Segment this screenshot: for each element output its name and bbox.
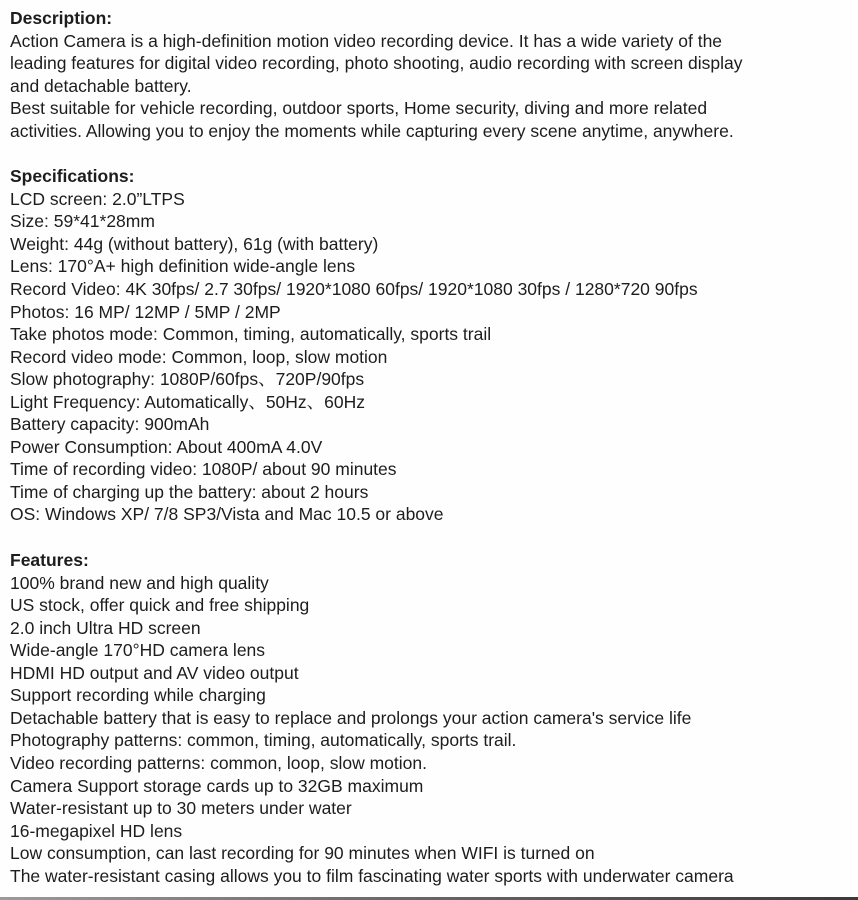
feature-line: 16-megapixel HD lens xyxy=(10,820,183,841)
specification-line: Photos: 16 MP/ 12MP / 5MP / 2MP xyxy=(10,301,281,322)
description-line: leading features for digital video recording, photo shooting, audio recording with screen display xyxy=(10,53,743,74)
specification-line: OS: Windows XP/ 7/8 SP3/Vista and Mac 10.5 or above xyxy=(10,504,444,525)
feature-line: The water-resistant casing allows you to film fascinating water sports with underwater camera xyxy=(10,865,734,886)
specification-line: Record Video: 4K 30fps/ 2.7 30fps/ 1920*1080 60fps/ 1920*1080 30fps / 1280*720 90fps xyxy=(10,279,698,300)
features-body xyxy=(10,572,850,888)
description-line: Action Camera is a high-definition motion video recording device. It has a wide variety of the xyxy=(10,30,723,51)
specifications-heading: Specifications: xyxy=(10,166,135,187)
specification-line: Weight: 44g (without battery), 61g (with battery) xyxy=(10,233,379,254)
feature-line: Support recording while charging xyxy=(10,685,266,706)
specification-line: Record video mode: Common, loop, slow motion xyxy=(10,346,388,367)
feature-line: Detachable battery that is easy to replace and prolongs your action camera's service life xyxy=(10,707,692,728)
description-body xyxy=(10,30,850,143)
specification-line: Battery capacity: 900mAh xyxy=(10,414,210,435)
specifications-body xyxy=(10,188,850,526)
feature-line: Water-resistant up to 30 meters under water xyxy=(10,798,352,819)
description-line: and detachable battery. xyxy=(10,75,192,96)
specification-line: Slow photography: 1080P/60fps、720P/90fps xyxy=(10,369,365,390)
specification-line: Power Consumption: About 400mA 4.0V xyxy=(10,436,323,457)
feature-line: Wide-angle 170°HD camera lens xyxy=(10,640,266,661)
specification-line: Lens: 170°A+ high definition wide-angle lens xyxy=(10,256,356,277)
feature-line: Camera Support storage cards up to 32GB maximum xyxy=(10,775,424,796)
feature-line: Low consumption, can last recording for 90 minutes when WIFI is turned on xyxy=(10,843,595,864)
specification-line: Light Frequency: Automatically、50Hz、60Hz xyxy=(10,391,366,412)
section-features xyxy=(10,549,850,887)
specification-line: Time of charging up the battery: about 2 hours xyxy=(10,481,369,502)
description-line: Best suitable for vehicle recording, outdoor sports, Home security, diving and more related xyxy=(10,98,708,119)
features-heading: Features: xyxy=(10,550,89,571)
specification-line: Time of recording video: 1080P/ about 90 minutes xyxy=(10,459,397,480)
specification-line: LCD screen: 2.0”LTPS xyxy=(10,188,185,209)
section-specifications xyxy=(10,165,850,526)
description-heading: Description: xyxy=(10,8,113,28)
specification-line: Take photos mode: Common, timing, automatically, sports trail xyxy=(10,324,492,345)
feature-line: 2.0 inch Ultra HD screen xyxy=(10,617,201,638)
description-line: activities. Allowing you to enjoy the moments while capturing every scene anytime, anywhere. xyxy=(10,120,734,141)
feature-line: Video recording patterns: common, loop, slow motion. xyxy=(10,752,427,773)
section-description xyxy=(10,7,850,142)
feature-line: 100% brand new and high quality xyxy=(10,572,269,593)
feature-line: Photography patterns: common, timing, automatically, sports trail. xyxy=(10,730,517,751)
feature-line: HDMI HD output and AV video output xyxy=(10,662,299,683)
feature-line: US stock, offer quick and free shipping xyxy=(10,595,310,616)
specification-line: Size: 59*41*28mm xyxy=(10,211,155,232)
